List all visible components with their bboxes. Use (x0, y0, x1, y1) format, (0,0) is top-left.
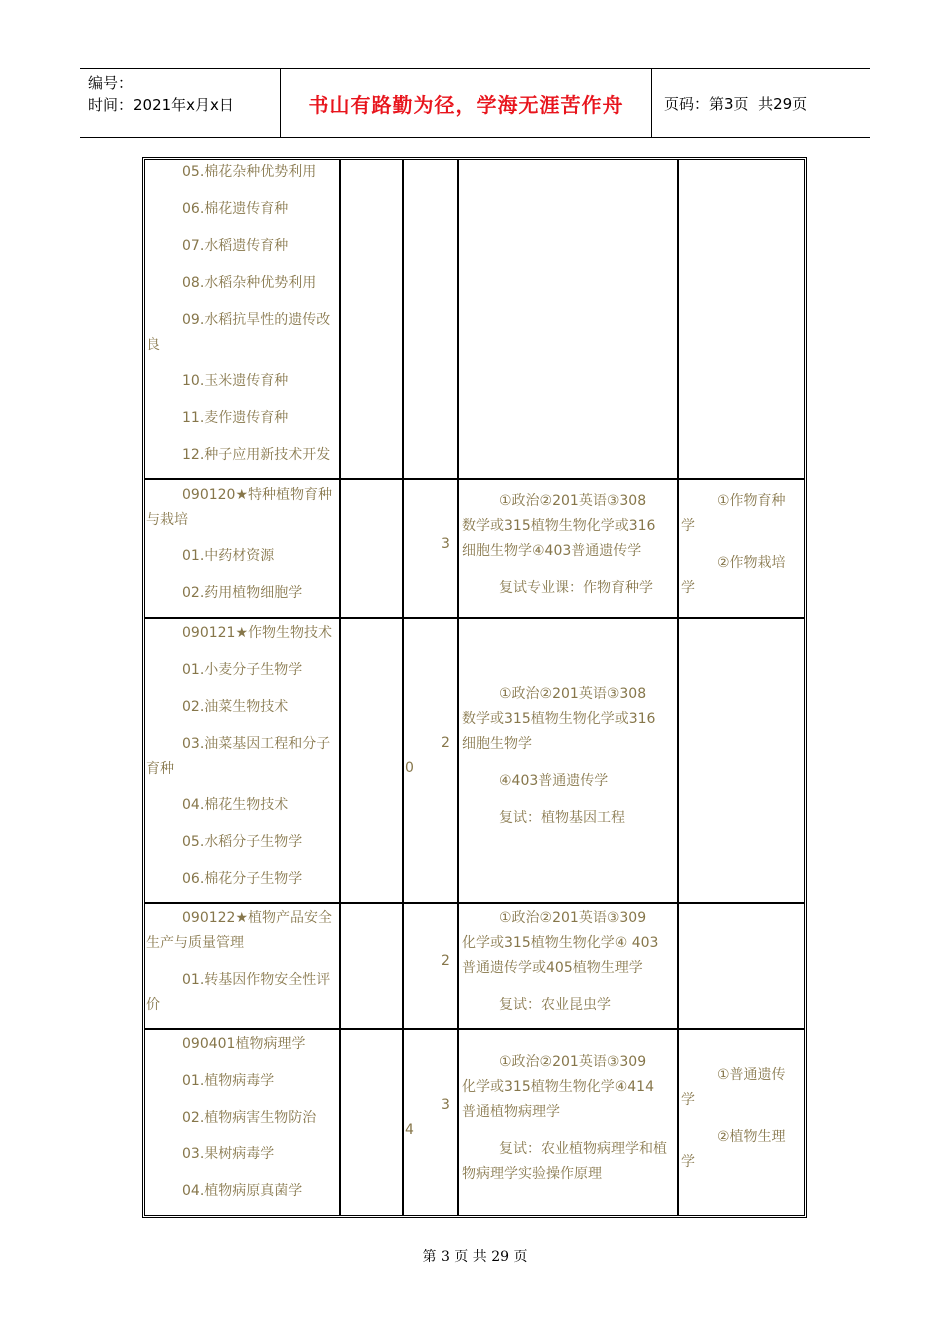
exam-subjects: ①政治②201英语③308 (499, 686, 647, 702)
column-divider (339, 160, 341, 1215)
direction-item: 03.油菜基因工程和分子 (182, 736, 331, 752)
direction-item: 01.小麦分子生物学 (182, 662, 303, 678)
direction-item: 12.种子应用新技术开发 (182, 447, 331, 463)
enrollment-quota: 0 (405, 760, 414, 776)
direction-item: 01.中药材资源 (182, 548, 275, 564)
direction-item: 04.棉花生物技术 (182, 797, 289, 813)
row-divider (145, 478, 804, 480)
doc-number-label: 编号： (88, 74, 134, 92)
program-title-continued: 生产与质量管理 (146, 935, 244, 951)
header-motto: 书山有路勤为径，学海无涯苦作舟 (308, 92, 624, 117)
row-divider (145, 617, 804, 619)
remark: ②作物栽培 (717, 555, 786, 571)
enrollment-quota: 4 (405, 1122, 414, 1138)
direction-item-continued: 价 (146, 997, 160, 1013)
direction-item: 06.棉花分子生物学 (182, 871, 303, 887)
column-divider (457, 160, 459, 1215)
direction-item: 02.药用植物细胞学 (182, 585, 303, 601)
exam-subjects: 细胞生物学 (462, 736, 532, 752)
direction-item: 11.麦作遗传育种 (182, 410, 289, 426)
enrollment-quota: 3 (441, 536, 450, 552)
remark-continued: 学 (681, 518, 695, 534)
exam-subjects: ①政治②201英语③308 (499, 493, 647, 509)
retest-subject: 复试：农业昆虫学 (499, 997, 611, 1013)
remark: ①普通遗传 (717, 1067, 786, 1083)
enrollment-quota: 3 (441, 1097, 450, 1113)
exam-subjects: 数学或315植物生物化学或316 (462, 711, 656, 727)
program-title: 090401植物病理学 (182, 1036, 306, 1052)
header-page-info: 页码：第3页 共29页 (664, 94, 808, 113)
doc-time-label: 时间：2021年x月x日 (88, 96, 234, 114)
direction-item: 06.棉花遗传育种 (182, 201, 289, 217)
exam-subjects: 细胞生物学④403普通遗传学 (462, 543, 642, 559)
exam-subjects: 普通遗传学或405植物生理学 (462, 960, 643, 976)
direction-item: 01.植物病毒学 (182, 1073, 275, 1089)
retest-subject: 复试：植物基因工程 (499, 810, 625, 826)
remark-continued: 学 (681, 1154, 695, 1170)
direction-item: 09.水稻抗旱性的遗传改 (182, 312, 331, 328)
exam-subjects: ①政治②201英语③309 (499, 910, 647, 926)
footer-page-number: 第 3 页 共 29 页 (422, 1249, 528, 1265)
remark-continued: 学 (681, 580, 695, 596)
exam-subjects: ④403普通遗传学 (499, 773, 609, 789)
direction-item: 03.果树病毒学 (182, 1146, 275, 1162)
program-title-continued: 与栽培 (146, 512, 188, 528)
direction-item: 07.水稻遗传育种 (182, 238, 289, 254)
page-footer (0, 1246, 950, 1266)
row-divider (145, 1028, 804, 1030)
direction-item: 04.植物病原真菌学 (182, 1183, 303, 1199)
enrollment-quota: 2 (441, 953, 450, 969)
direction-item-continued: 育种 (146, 761, 174, 777)
header-meta (88, 72, 280, 116)
exam-subjects: 普通植物病理学 (462, 1104, 560, 1120)
row-divider (145, 902, 804, 904)
exam-subjects: 数学或315植物生物化学或316 (462, 518, 656, 534)
program-title: 090120★特种植物育种 (182, 487, 332, 503)
direction-item: 08.水稻杂种优势利用 (182, 275, 317, 291)
enrollment-quota: 2 (441, 735, 450, 751)
column-divider (677, 160, 679, 1215)
direction-item: 05.棉花杂种优势利用 (182, 164, 317, 180)
page-header (80, 68, 870, 138)
direction-item: 10.玉米遗传育种 (182, 373, 289, 389)
column-divider (402, 160, 404, 1215)
exam-subjects: 化学或315植物生物化学④414 (462, 1079, 654, 1095)
retest-subject-continued: 物病理学实验操作原理 (462, 1166, 602, 1182)
header-divider (651, 69, 652, 137)
remark-continued: 学 (681, 1092, 695, 1108)
direction-item: 01.转基因作物安全性评 (182, 972, 331, 988)
retest-subject: 复试：农业植物病理学和植 (499, 1141, 667, 1157)
retest-subject: 复试专业课：作物育种学 (499, 580, 653, 596)
program-table (142, 157, 807, 1218)
remark: ①作物育种 (717, 493, 786, 509)
direction-item-continued: 良 (146, 337, 160, 353)
direction-item: 05.水稻分子生物学 (182, 834, 303, 850)
direction-item: 02.植物病害生物防治 (182, 1110, 317, 1126)
remark: ②植物生理 (717, 1129, 786, 1145)
exam-subjects: 化学或315植物生物化学④ 403 (462, 935, 659, 951)
program-title: 090122★植物产品安全 (182, 910, 332, 926)
exam-subjects: ①政治②201英语③309 (499, 1054, 647, 1070)
program-title: 090121★作物生物技术 (182, 625, 332, 641)
direction-item: 02.油菜生物技术 (182, 699, 289, 715)
